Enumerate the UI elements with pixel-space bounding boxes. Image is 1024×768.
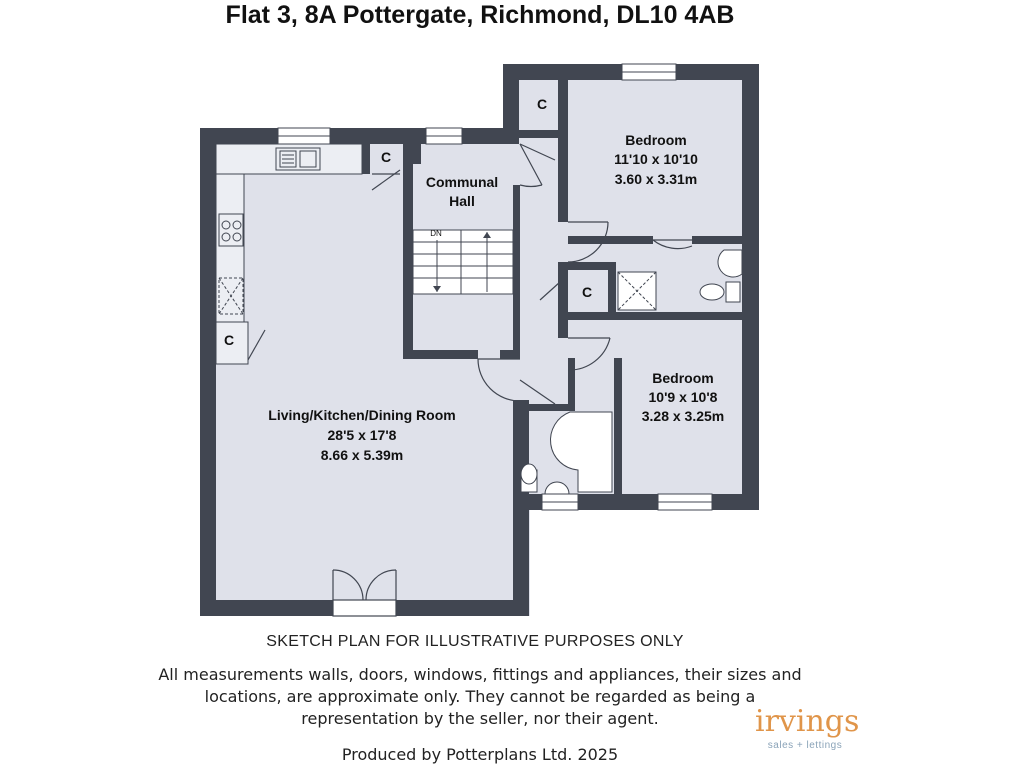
disclaimer: All measurements walls, doors, windows, fittings and appliances, their sizes and locations, are approximate only. They cannot be regarded as being a representation by the seller, nor their agent. [158, 665, 802, 728]
bedroom-2-metric: 3.28 x 3.25m [641, 408, 725, 424]
credit: Produced by Potterplans Ltd. 2025 [341, 745, 619, 764]
stairs-label: DN [430, 229, 442, 238]
cupboard-label: C [223, 332, 235, 348]
sketch-note: SKETCH PLAN FOR ILLUSTRATIVE PURPOSES ONLY [266, 633, 684, 650]
shower-tray-icon [618, 272, 656, 310]
cupboard-label: C [581, 284, 593, 300]
agency-logo [755, 704, 860, 751]
hall-label-line-1: Communal [425, 174, 499, 190]
bathroom-toilet-icon [521, 464, 537, 492]
cupboard-label: C [536, 96, 548, 112]
living-room-metric: 8.66 x 5.39m [320, 447, 404, 463]
logo-tagline: sales + lettings [767, 740, 843, 751]
bedroom-1-metric: 3.60 x 3.31m [614, 171, 698, 187]
bedroom-2-imperial: 10'9 x 10'8 [648, 389, 718, 405]
living-room-imperial: 28'5 x 17'8 [327, 427, 397, 443]
bedroom-1-imperial: 11'10 x 10'10 [614, 151, 698, 167]
living-room-name: Living/Kitchen/Dining Room [268, 407, 456, 423]
stairs [413, 230, 513, 294]
bedroom-1-name: Bedroom [625, 132, 687, 148]
hall-label-line-2: Hall [449, 193, 475, 209]
plan-title: Flat 3, 8A Pottergate, Richmond, DL10 4AB [225, 1, 735, 29]
logo-word: irvings [755, 704, 860, 739]
cupboard-label: C [380, 149, 392, 165]
bedroom-2-name: Bedroom [652, 370, 714, 386]
